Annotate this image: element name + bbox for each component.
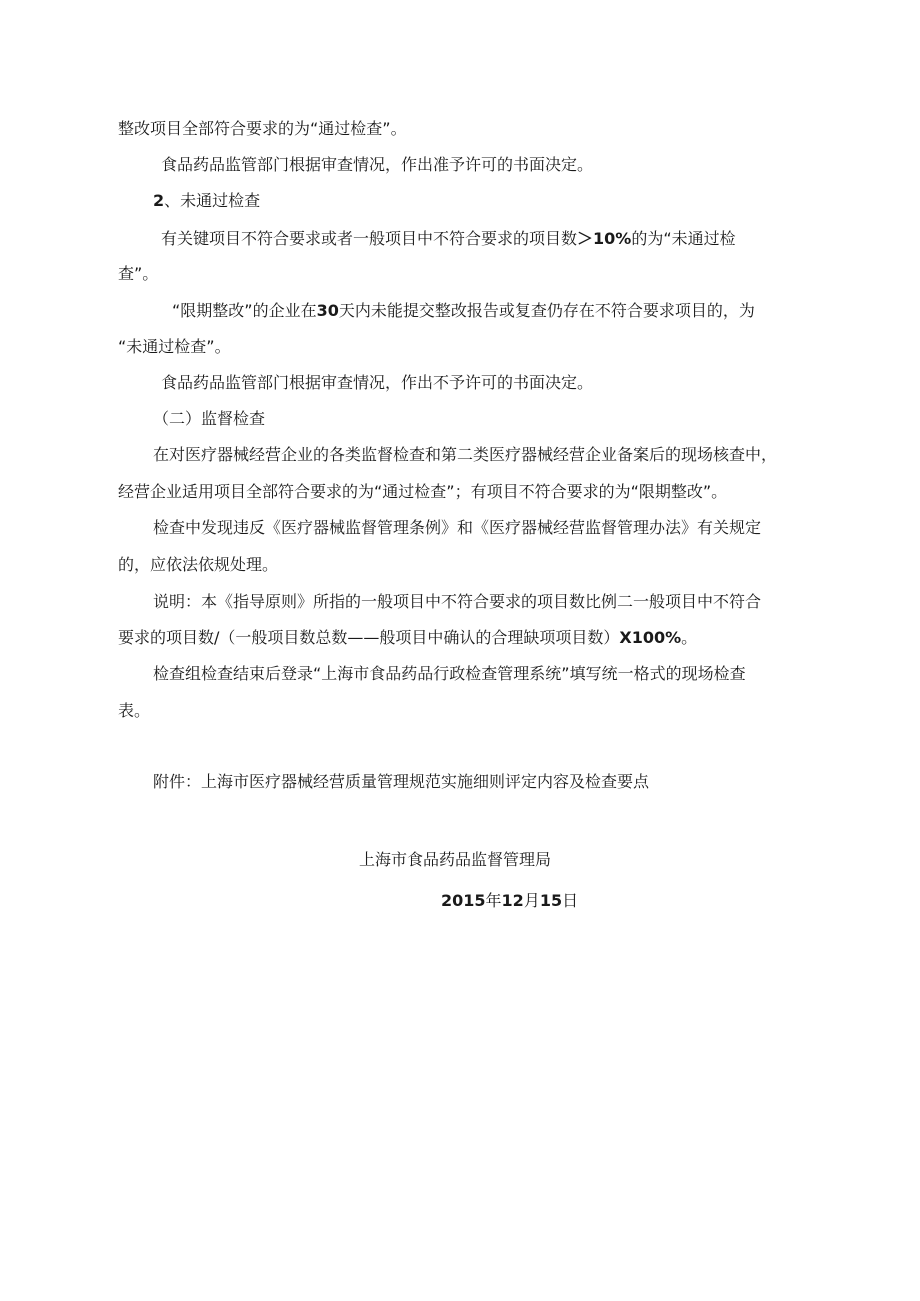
note-formula-end: 。: [681, 628, 698, 647]
paragraph-fail-line-2: 查”。: [118, 264, 159, 283]
paragraph-deadline-line-1: [172, 301, 755, 321]
paragraph-supervision-line-2: 经营企业适用项目全部符合要求的为“通过检查”；有项目不符合要求的为“限期整改”。: [118, 482, 728, 501]
note-formula-multiplier: X100%: [619, 628, 682, 647]
paragraph-pass-line-1: 整改项目全部符合要求的为“通过检查”。: [118, 119, 407, 138]
date-month-unit: 月: [523, 891, 540, 910]
signature-agency: 上海市食品药品监督管理局: [359, 850, 552, 869]
deadline-text-a: “限期整改”的企业在: [172, 301, 317, 320]
paragraph-violation-line-2: 的，应依法依规处理。: [118, 555, 279, 574]
paragraph-note-line-1: 说明：本《指导原则》所指的一般项目中不符合要求的项目数比例二一般项目中不符合: [153, 592, 762, 611]
paragraph-deny-decision: 食品药品监管部门根据审查情况，作出不予许可的书面决定。: [161, 373, 594, 392]
deadline-text-c: 天内未能提交整改报告或复查仍存在不符合要求项目的，为: [338, 301, 755, 320]
paragraph-login-line-1: 检查组检查结束后登录“上海市食品药品行政检查管理系统”填写统一格式的现场检查: [153, 664, 746, 683]
paragraph-permit-decision: 食品药品监管部门根据审查情况，作出准予许可的书面决定。: [161, 155, 594, 174]
paragraph-deadline-line-2: “未通过检查”。: [118, 337, 231, 356]
heading-supervision: （二）监督检查: [153, 409, 266, 428]
heading-text: 、未通过检查: [164, 191, 261, 210]
date-day: 15: [539, 891, 563, 910]
date-month: 12: [501, 891, 524, 910]
fail-text-a: 有关键项目不符合要求或者一般项目中不符合要求的项目数: [161, 229, 578, 248]
signature-date: [441, 891, 578, 911]
heading-not-passed: [153, 191, 260, 211]
date-year: 2015: [441, 891, 486, 910]
date-year-unit: 年: [485, 891, 502, 910]
paragraph-note-line-2: [118, 628, 697, 648]
paragraph-supervision-line-1: 在对医疗器械经营企业的各类监督检查和第二类医疗器械经营企业备案后的现场核查中，: [153, 445, 778, 464]
date-day-unit: 日: [562, 891, 579, 910]
heading-number: 2: [153, 191, 165, 210]
paragraph-fail-line-1: [161, 229, 736, 249]
fail-threshold: ＞10%: [577, 229, 632, 248]
paragraph-login-line-2: 表。: [118, 701, 151, 720]
attachment-note: 附件：上海市医疗器械经营质量管理规范实施细则评定内容及检查要点: [153, 772, 650, 791]
note-formula-text: 要求的项目数/（一般项目数总数——般项目中确认的合理缺项项目数）: [118, 628, 620, 647]
paragraph-violation-line-1: 检查中发现违反《医疗器械监督管理条例》和《医疗器械经营监督管理办法》有关规定: [153, 518, 762, 537]
fail-text-c: 的为“未通过检: [631, 229, 736, 248]
deadline-days: 30: [316, 301, 339, 320]
